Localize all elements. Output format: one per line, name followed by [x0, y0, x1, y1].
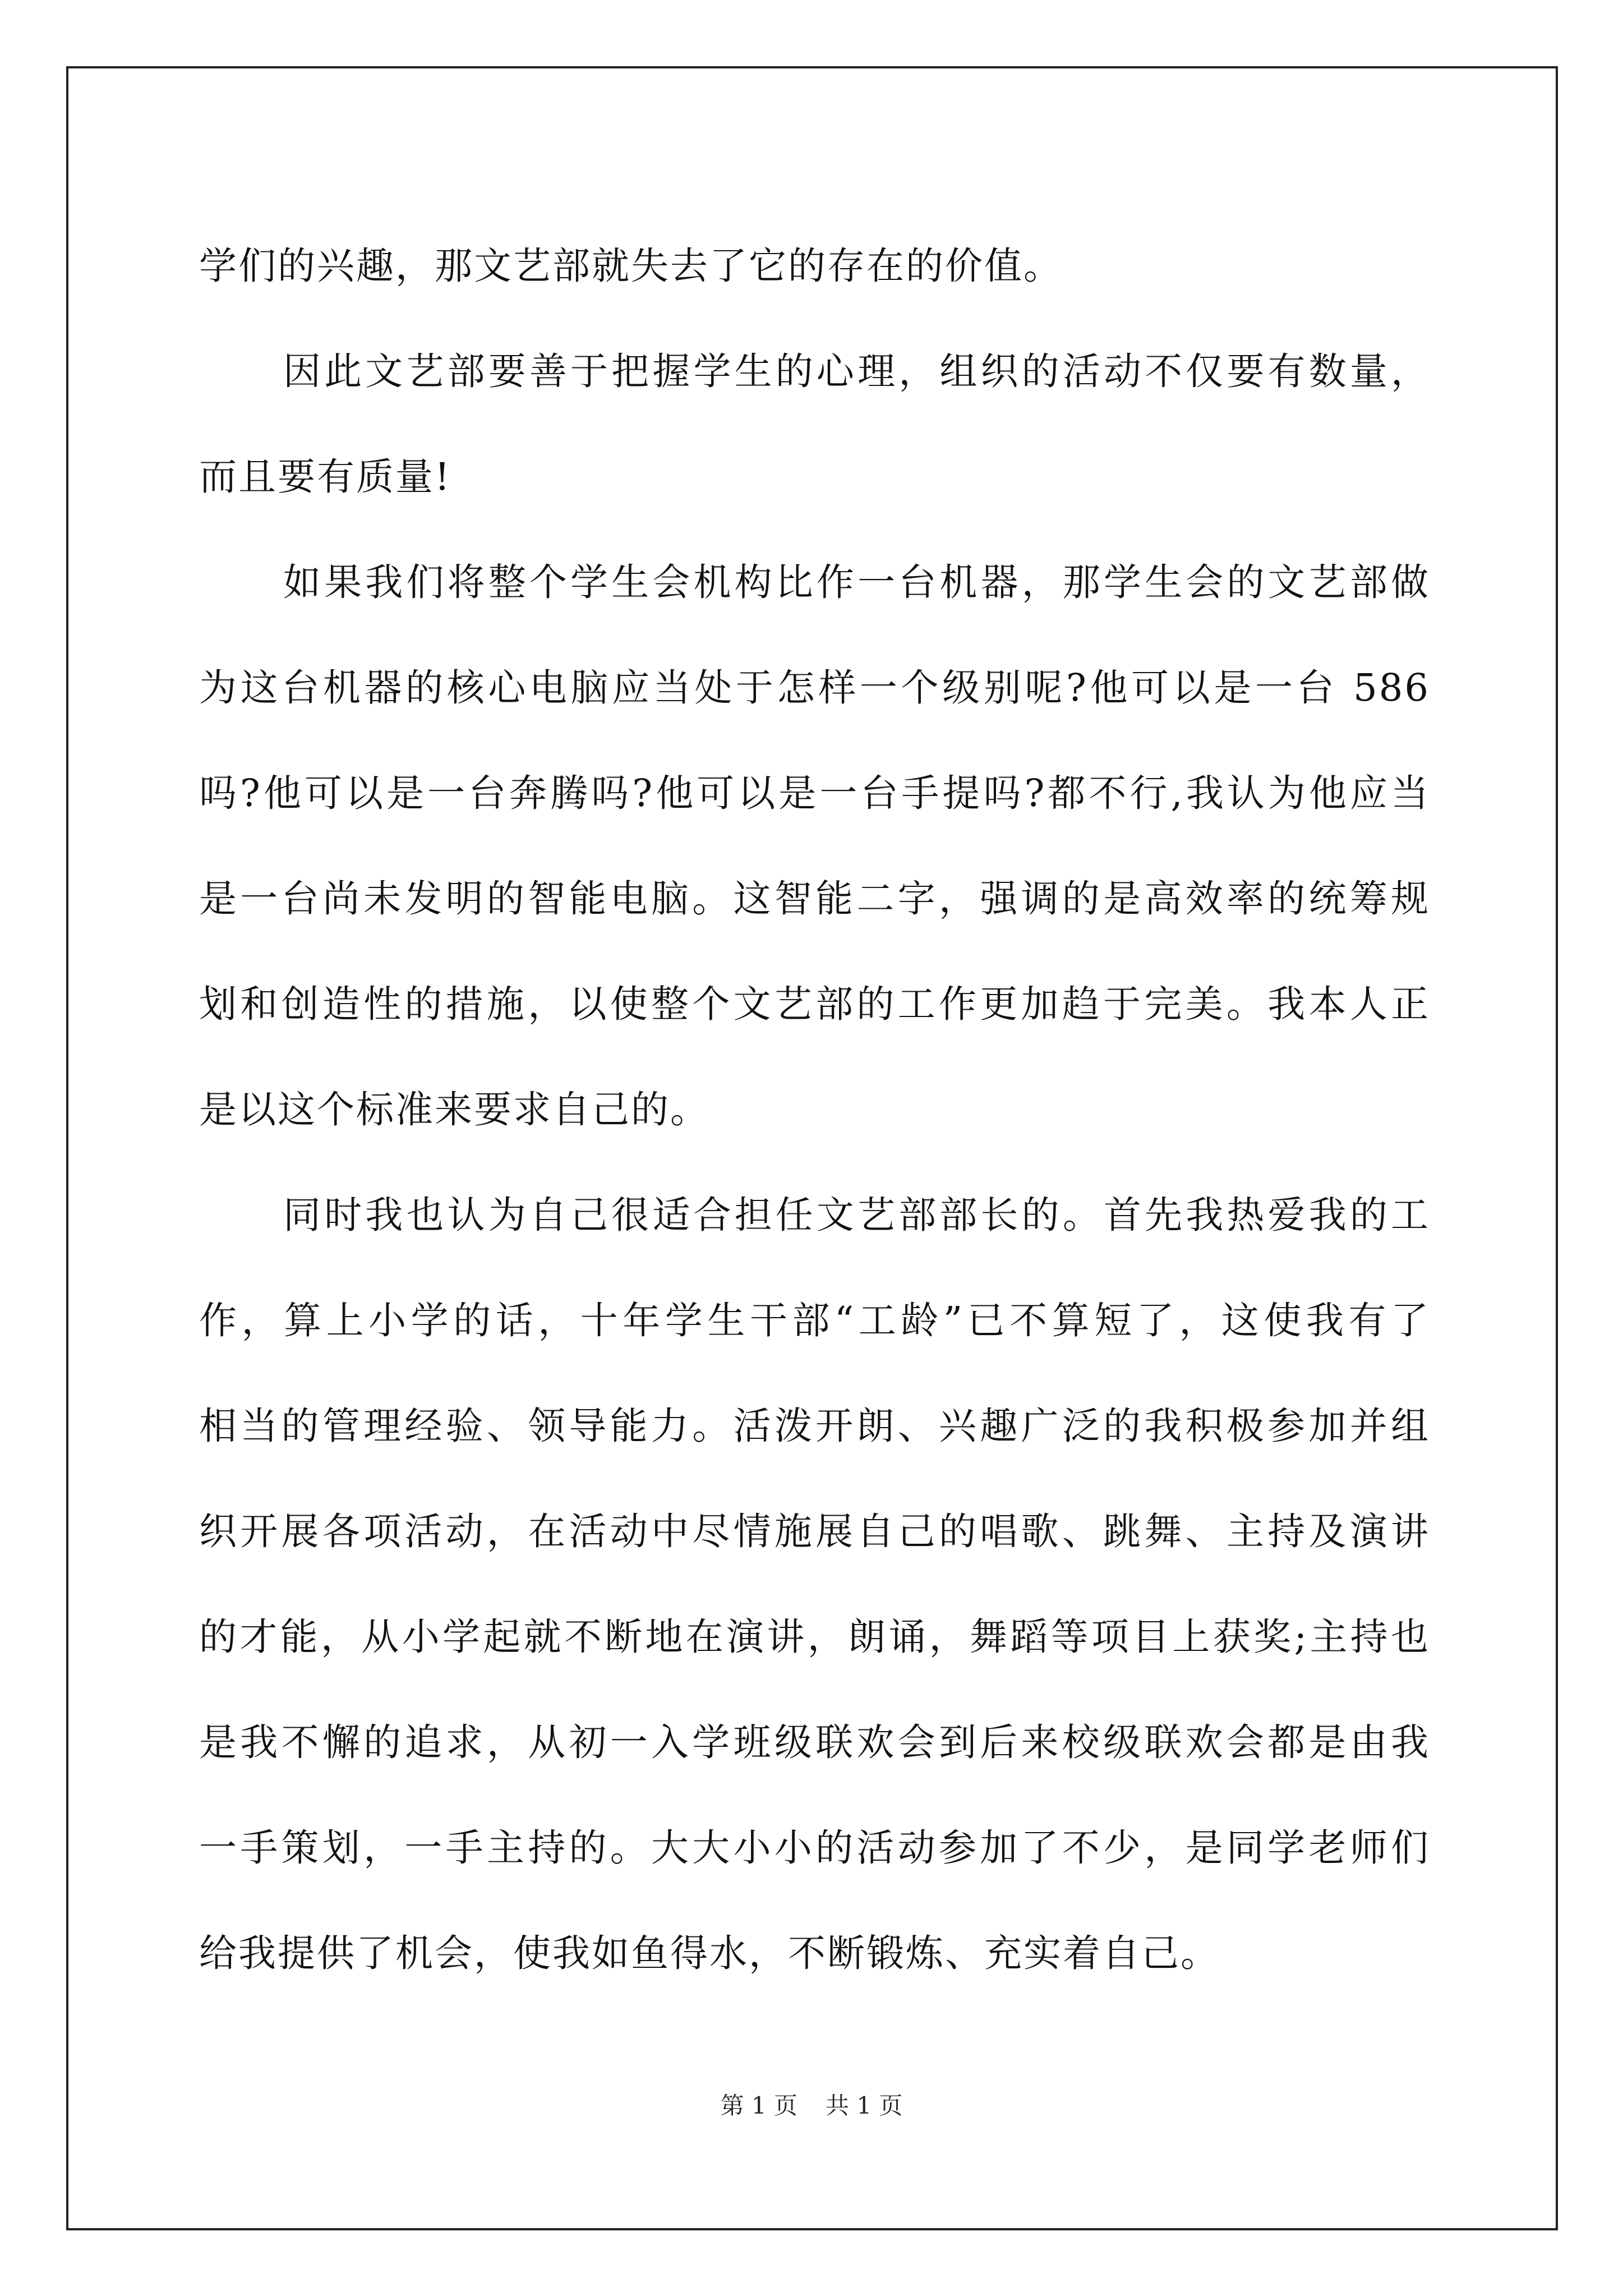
- text-line: 是以这个标准来要求自己的。: [199, 1088, 709, 1131]
- text-line: 一手策划，一手主持的。大大小小的活动参加了不少，是同学老师们: [199, 1826, 1430, 1870]
- page-footer: [0, 2090, 1623, 2122]
- text-line: 是我不懈的追求，从初一入学班级联欢会到后来校级联欢会都是由我: [199, 1720, 1430, 1764]
- page-number: 第 1 页: [720, 2092, 797, 2119]
- text-line: 同时我也认为自己很适合担任文艺部部长的。首先我热爱我的工: [283, 1193, 1430, 1237]
- text-line: 织开展各项活动，在活动中尽情施展自己的唱歌、跳舞、主持及演讲: [199, 1510, 1430, 1553]
- text-line: 因此文艺部要善于把握学生的心理，组织的活动不仅要有数量，: [283, 349, 1430, 393]
- text-line: 作，算上小学的话，十年学生干部“工龄”已不算短了，这使我有了: [199, 1299, 1430, 1342]
- text-line: 是一台尚未发明的智能电脑。这智能二字，强调的是高效率的统筹规: [199, 877, 1430, 921]
- text-line: 学们的兴趣，那文艺部就失去了它的存在的价值。: [199, 244, 1063, 288]
- document-body: [199, 213, 1430, 2006]
- text-line: 而且要有质量!: [199, 455, 451, 499]
- text-line: 如果我们将整个学生会机构比作一台机器，那学生会的文艺部做: [283, 560, 1430, 604]
- text-line: 为这台机器的核心电脑应当处于怎样一个级别呢?他可以是一台 586: [199, 666, 1430, 710]
- text-line: 相当的管理经验、领导能力。活泼开朗、兴趣广泛的我积极参加并组: [199, 1404, 1430, 1448]
- text-line: 给我提供了机会，使我如鱼得水，不断锻炼、充实着自己。: [199, 1931, 1220, 1975]
- text-line: 划和创造性的措施，以使整个文艺部的工作更加趋于完美。我本人正: [199, 982, 1430, 1026]
- page-total: 共 1 页: [826, 2092, 903, 2119]
- text-line: 的才能，从小学起就不断地在演讲，朗诵，舞蹈等项目上获奖;主持也: [199, 1615, 1430, 1659]
- text-line: 吗?他可以是一台奔腾吗?他可以是一台手提吗?都不行,我认为他应当: [199, 771, 1430, 815]
